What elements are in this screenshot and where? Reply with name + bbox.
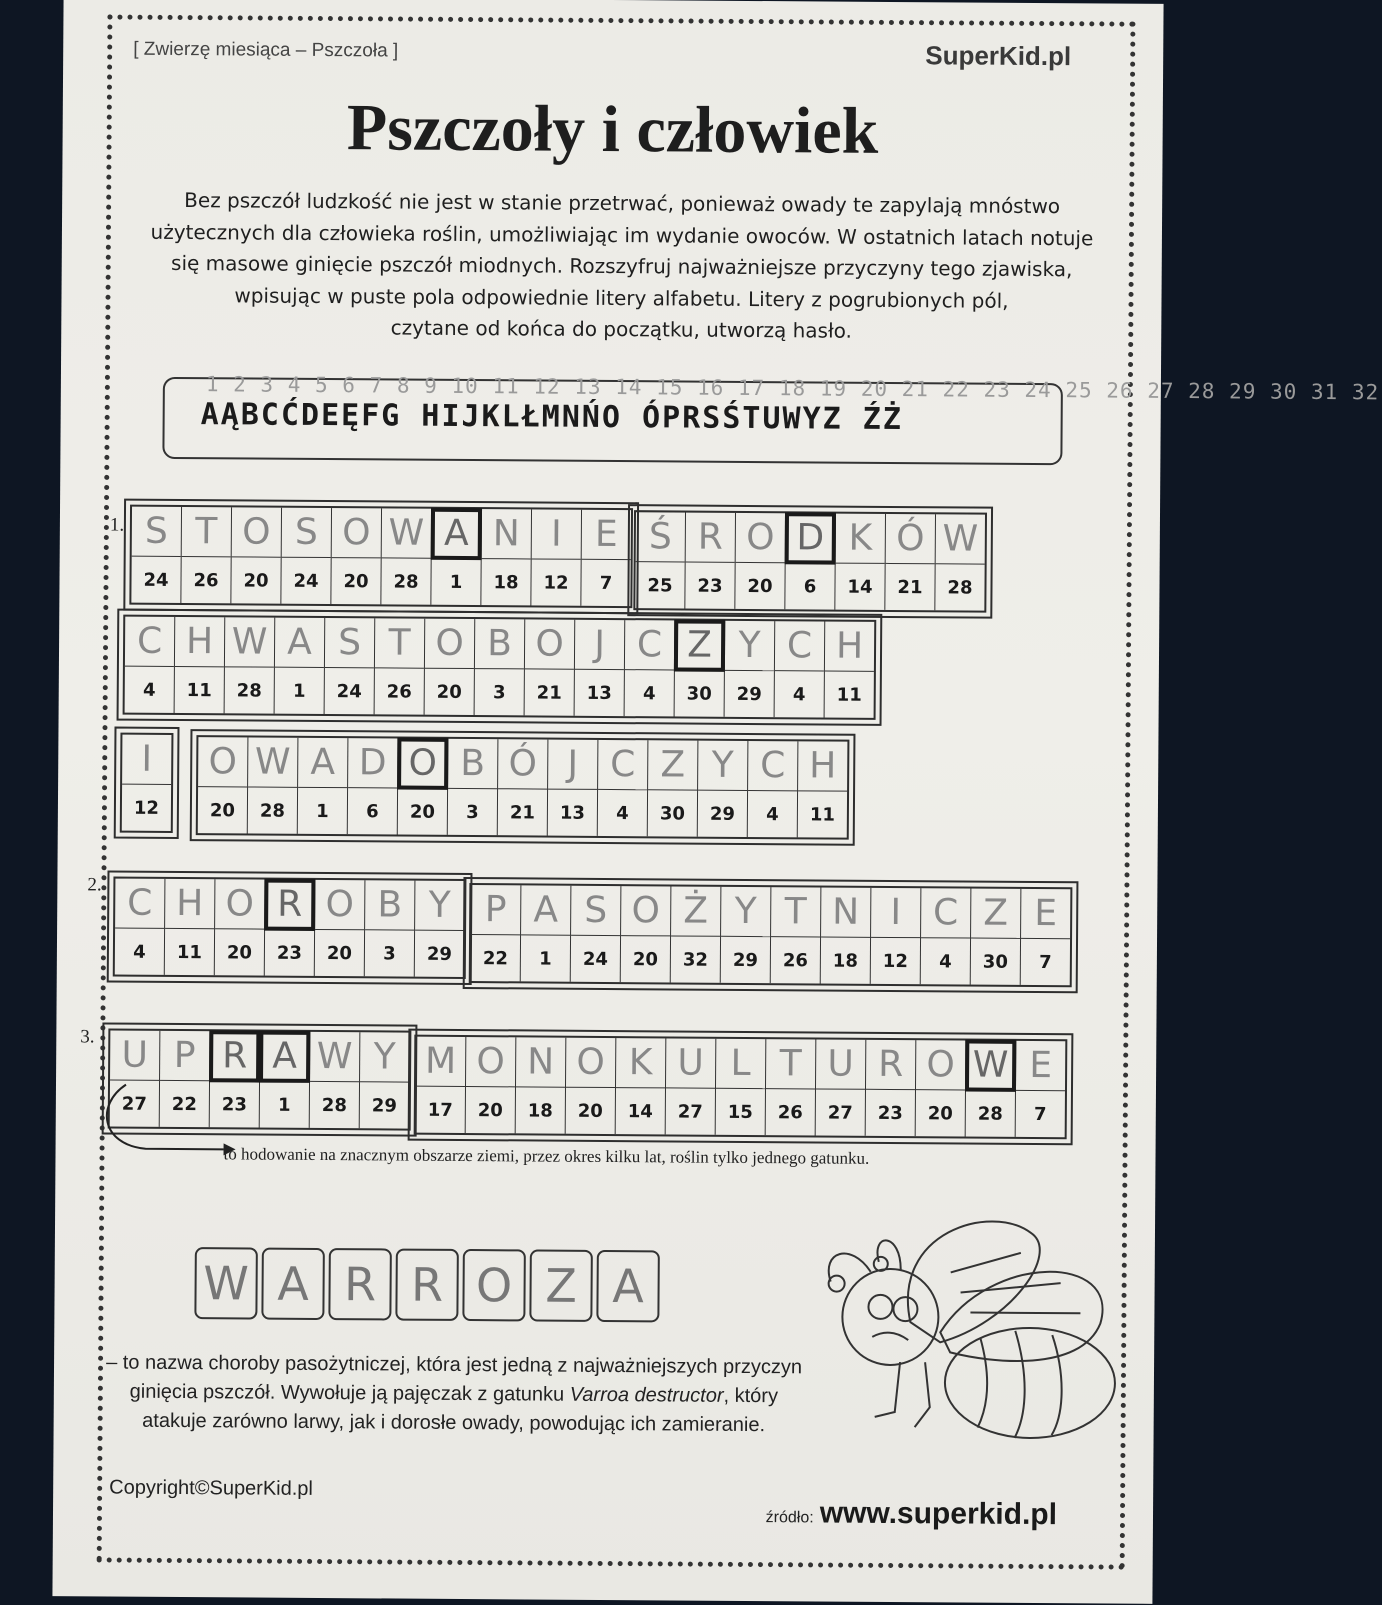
intro-line: użytecznych dla człowieka roślin, umożliwiając im wydanie owoców. W ostatnich latach notuje <box>150 219 1094 250</box>
letter-field[interactable]: H <box>175 617 224 667</box>
letter-code: 17 <box>427 1099 453 1121</box>
letter-code: 23 <box>221 1093 247 1115</box>
word-grid <box>196 735 850 840</box>
desc-line: – to nazwa choroby pasożytniczej, która jest jedną z najważniejszych przyczyn <box>106 1351 803 1379</box>
grid-cell <box>325 618 376 714</box>
letter-field[interactable]: L <box>716 1039 765 1089</box>
letter-field[interactable]: O <box>621 886 670 936</box>
letter-code: 30 <box>982 951 1008 973</box>
answer-letter-box[interactable]: R <box>395 1249 459 1321</box>
letter-code: 20 <box>343 570 369 592</box>
grid-cell <box>698 741 749 837</box>
letter-code: 4 <box>142 679 156 701</box>
letter-code: 18 <box>527 1099 553 1122</box>
varroa-description <box>94 1348 815 1440</box>
letter-field[interactable]: W <box>936 514 985 564</box>
grid-cell <box>916 1040 967 1136</box>
letter-code: 26 <box>193 569 219 591</box>
answer-letter-box[interactable]: O <box>462 1249 526 1321</box>
letter-code: 7 <box>599 572 613 594</box>
letter-code: 27 <box>827 1102 853 1124</box>
letter-code: 14 <box>847 576 873 598</box>
source-label: źródło: <box>765 1509 814 1527</box>
intro-line: wpisując w puste pola odpowiednie litery alfabetu. Litery z pogrubionych pól, <box>234 282 1009 313</box>
word-grid <box>113 877 467 979</box>
letter-field[interactable]: I <box>532 509 581 559</box>
grid-cell <box>548 740 599 836</box>
letter-code: 18 <box>493 571 519 593</box>
letter-code: 20 <box>747 575 773 597</box>
grid-cell <box>625 620 676 716</box>
letter-field[interactable]: C <box>921 888 970 938</box>
grid-cell <box>525 619 576 715</box>
letter-code: 21 <box>509 801 536 823</box>
alphabet-handwritten-numbers: 1 2 3 4 5 6 7 8 9 10 11 12 13 14 15 16 17 18 19 20 21 22 23 24 25 26 27 28 29 30 31 32 <box>205 372 1380 405</box>
section-number: 2. <box>87 874 102 896</box>
letter-code: 24 <box>582 948 608 970</box>
letter-field[interactable]: O <box>332 508 381 558</box>
letter-code: 7 <box>1039 951 1052 973</box>
letter-code: 28 <box>947 576 973 599</box>
letter-code: 6 <box>803 575 817 597</box>
grid-cell <box>571 886 622 982</box>
letter-field[interactable]: E <box>1016 1041 1065 1091</box>
letter-code: 24 <box>293 570 319 592</box>
letter-field[interactable]: T <box>771 887 820 937</box>
section-number: 1. <box>109 514 125 536</box>
letter-field[interactable]: Z <box>648 740 697 790</box>
letter-code: 20 <box>927 1102 953 1124</box>
letter-field[interactable]: R <box>686 513 735 563</box>
letter-field[interactable]: U <box>666 1038 715 1088</box>
letter-field[interactable]: Y <box>721 887 770 937</box>
grid-cell <box>175 617 226 713</box>
letter-field[interactable]: K <box>836 514 885 564</box>
copyright: Copyright©SuperKid.pl <box>109 1476 313 1500</box>
grid-cell <box>581 510 631 606</box>
letter-code: 4 <box>766 803 779 825</box>
answer-letter-box[interactable]: A <box>261 1248 325 1320</box>
letter-field[interactable]: N <box>821 887 870 937</box>
grid-cell <box>416 1037 467 1133</box>
letter-code: 21 <box>897 576 923 598</box>
letter-code: 3 <box>466 801 479 823</box>
letter-code: 3 <box>492 681 506 703</box>
grid-cell <box>331 508 382 604</box>
letter-code: 1 <box>292 680 306 702</box>
grid-cell <box>231 507 282 603</box>
intro-line: się masowe ginięcie pszczół miodnych. Rozszyfruj najważniejsze przyczyny tego zjawiska, <box>170 250 1073 282</box>
letter-code: 22 <box>171 1093 197 1115</box>
word-grid <box>129 505 633 609</box>
worksheet-page <box>52 0 1380 1604</box>
letter-code: 12 <box>543 572 569 594</box>
letter-field[interactable]: O <box>215 879 264 929</box>
grid-cell <box>475 619 526 715</box>
letter-code: 28 <box>393 570 419 593</box>
grid-cell <box>225 617 276 713</box>
intro-line: czytane od końca do początku, utworzą hasło. <box>390 315 853 343</box>
grid-cell <box>725 621 776 717</box>
letter-field[interactable]: C <box>775 621 824 671</box>
section-number: 3. <box>80 1026 95 1048</box>
bold-letter-field[interactable]: A <box>260 1032 309 1082</box>
desc-text: ginięcia pszczół. Wywołuje ją pajęczak z gatunku <box>129 1380 570 1406</box>
grid-cell <box>375 618 426 714</box>
answer-letter-box[interactable]: Z <box>529 1249 593 1321</box>
grid-cell <box>471 885 522 981</box>
monoculture-definition: to hodowanie na znacznym obszarze ziemi, przez okres kilku lat, roślin tylko jednego gatunku. <box>223 1144 870 1168</box>
letter-field[interactable]: Z <box>971 889 1020 939</box>
bold-letter-field[interactable]: W <box>966 1041 1015 1091</box>
intro-paragraph <box>121 185 1122 349</box>
grid-cell <box>466 1037 517 1133</box>
word-grid <box>414 1035 1068 1140</box>
grid-cell <box>825 622 875 718</box>
grid-cell <box>481 509 532 605</box>
grid-cell <box>260 1032 311 1128</box>
letter-field[interactable]: A <box>275 618 324 668</box>
letter-field[interactable]: C <box>115 879 164 929</box>
grid-cell <box>966 1041 1017 1137</box>
grid-cell <box>275 618 326 714</box>
grid-cell <box>310 1032 361 1128</box>
answer-letter-box[interactable]: W <box>194 1247 258 1319</box>
letter-field[interactable]: O <box>198 737 247 787</box>
intro-line: Bez pszczół ludzkość nie jest w stanie przetrwać, ponieważ owady te zapylają mnóstwo <box>184 188 1061 219</box>
letter-code: 24 <box>336 680 362 702</box>
letter-field[interactable]: J <box>548 740 597 790</box>
source-credit <box>766 1496 1058 1532</box>
letter-field[interactable]: U <box>110 1031 159 1081</box>
letter-field[interactable]: N <box>482 509 531 559</box>
grid-cell <box>215 879 266 975</box>
letter-field[interactable]: K <box>616 1038 665 1088</box>
letter-code: 11 <box>176 941 203 963</box>
letter-field[interactable]: W <box>310 1032 359 1082</box>
letter-code: 7 <box>1033 1103 1047 1125</box>
letter-code: 4 <box>133 941 146 963</box>
bold-letter-field[interactable]: A <box>432 509 481 559</box>
letter-code: 4 <box>939 950 952 972</box>
letter-code: 26 <box>777 1101 803 1123</box>
alphabet-letters: AĄBCĆDEĘFG HIJKLŁMNŃO ÓPRSŚTUWYZ ŹŻ <box>200 397 903 438</box>
grid-cell <box>766 1039 817 1135</box>
grid-cell <box>1021 889 1071 985</box>
grid-cell <box>775 621 826 717</box>
word-grid <box>469 883 1073 987</box>
bold-letter-field[interactable]: R <box>265 880 314 930</box>
letter-code: 20 <box>209 799 236 821</box>
letter-code: 23 <box>877 1102 903 1124</box>
grid-cell <box>431 509 482 605</box>
grid-cell <box>621 886 672 982</box>
grid-cell <box>348 738 399 834</box>
grid-cell <box>521 885 572 981</box>
desc-line: atakuje zarówno larwy, jak i dorosłe owady, powodując ich zamieranie. <box>142 1409 766 1437</box>
letter-code: 29 <box>736 683 762 705</box>
desc-text: , który <box>723 1384 779 1408</box>
grid-cell <box>871 888 922 984</box>
letter-code: 25 <box>647 574 673 596</box>
letter-field[interactable]: P <box>160 1031 209 1081</box>
letter-field[interactable]: C <box>125 617 174 667</box>
grid-cell <box>1016 1041 1066 1137</box>
grid-cell <box>131 507 182 603</box>
letter-field[interactable]: N <box>516 1037 565 1087</box>
letter-code: 23 <box>276 942 303 964</box>
letter-code: 18 <box>832 950 858 972</box>
letter-code: 4 <box>642 682 656 704</box>
letter-code: 30 <box>659 802 686 825</box>
letter-code: 22 <box>482 947 508 969</box>
grid-cell <box>971 889 1022 985</box>
letter-code: 29 <box>371 1094 397 1117</box>
grid-cell <box>666 1038 717 1134</box>
source-url[interactable]: www.superkid.pl <box>819 1496 1058 1532</box>
letter-code: 1 <box>316 800 329 822</box>
letter-field[interactable]: T <box>766 1039 815 1089</box>
letter-code: 20 <box>436 681 462 703</box>
letter-code: 11 <box>836 684 862 706</box>
arrow-icon <box>96 1074 237 1155</box>
letter-field[interactable]: A <box>521 885 570 935</box>
letter-field[interactable]: T <box>182 507 231 557</box>
bee-illustration <box>789 1211 1111 1483</box>
letter-field[interactable]: Y <box>360 1032 409 1082</box>
letter-field[interactable]: O <box>525 619 574 669</box>
grid-cell <box>281 508 332 604</box>
letter-code: 29 <box>709 803 736 825</box>
grid-cell <box>685 513 736 609</box>
letter-field[interactable]: S <box>571 886 620 936</box>
letter-field[interactable]: T <box>375 618 424 668</box>
letter-code: 13 <box>559 802 586 824</box>
letter-field[interactable]: O <box>916 1040 965 1090</box>
grid-cell <box>198 737 249 833</box>
letter-code: 1 <box>449 571 463 593</box>
grid-cell <box>398 739 449 835</box>
letter-field[interactable]: C <box>598 740 647 790</box>
answer-letter-box[interactable]: R <box>328 1248 392 1320</box>
letter-field[interactable]: O <box>736 513 785 563</box>
letter-code: 6 <box>366 800 379 822</box>
letter-field[interactable]: B <box>365 880 414 930</box>
letter-code: 20 <box>577 1100 603 1122</box>
letter-code: 24 <box>143 569 169 591</box>
letter-field[interactable]: H <box>798 741 847 791</box>
letter-code: 20 <box>409 801 436 823</box>
grid-cell <box>531 509 582 605</box>
grid-cell <box>671 886 722 982</box>
grid-cell <box>265 880 316 976</box>
letter-field[interactable]: S <box>325 618 374 668</box>
letter-code: 1 <box>539 948 552 970</box>
letter-field[interactable]: H <box>165 879 214 929</box>
letter-code: 23 <box>697 575 723 597</box>
letter-code: 20 <box>226 941 253 964</box>
grid-cell <box>360 1032 410 1128</box>
letter-field[interactable]: I <box>122 735 171 785</box>
grid-cell <box>122 735 172 831</box>
letter-code: 27 <box>677 1100 703 1123</box>
grid-cell <box>866 1040 917 1136</box>
bold-letter-field[interactable]: Z <box>675 620 724 670</box>
bold-letter-field[interactable]: O <box>398 739 447 789</box>
letter-code: 12 <box>133 797 160 819</box>
tagline: [ Zwierzę miesiąca – Pszczoła ] <box>133 38 399 62</box>
grid-cell <box>298 738 349 834</box>
grid-cell <box>448 739 499 835</box>
letter-code: 21 <box>536 682 562 704</box>
letter-code: 13 <box>586 682 612 704</box>
grid-cell <box>575 620 626 716</box>
answer-boxes <box>194 1247 659 1322</box>
letter-code: 29 <box>426 943 453 965</box>
grid-cell <box>181 507 232 603</box>
grid-cell <box>716 1039 767 1135</box>
letter-field[interactable]: M <box>416 1037 465 1087</box>
letter-field[interactable]: P <box>471 885 520 935</box>
answer-letter-box[interactable]: A <box>596 1250 660 1322</box>
letter-field[interactable]: E <box>582 510 631 560</box>
letter-field[interactable]: S <box>282 508 331 558</box>
letter-code: 26 <box>386 680 412 703</box>
letter-field[interactable]: E <box>1021 889 1070 939</box>
letter-code: 1 <box>278 1094 291 1116</box>
letter-code: 3 <box>383 942 396 965</box>
letter-code: 28 <box>236 679 262 702</box>
grid-cell <box>816 1039 867 1135</box>
letter-field[interactable]: Ś <box>636 512 685 562</box>
grid-cell <box>616 1038 667 1134</box>
brand-logo-text: SuperKid.pl <box>925 40 1072 72</box>
letter-field[interactable]: W <box>225 617 274 667</box>
letter-field[interactable]: R <box>866 1040 915 1090</box>
letter-code: 12 <box>882 950 908 972</box>
species-name: Varroa destructor <box>569 1383 724 1407</box>
grid-cell <box>675 620 726 716</box>
letter-field[interactable]: O <box>232 507 281 557</box>
grid-cell <box>566 1038 617 1134</box>
letter-code: 15 <box>727 1101 753 1123</box>
letter-code: 11 <box>809 803 836 826</box>
letter-field[interactable]: A <box>298 738 347 788</box>
letter-field[interactable]: Ż <box>671 886 720 936</box>
word-grid <box>633 510 987 612</box>
grid-cell <box>821 887 872 983</box>
grid-cell <box>598 740 649 836</box>
grid-cell <box>735 513 786 609</box>
letter-field[interactable]: O <box>466 1037 515 1087</box>
grid-cell <box>921 888 972 984</box>
grid-cell <box>365 880 416 976</box>
letter-field[interactable]: Y <box>698 741 747 791</box>
grid-cell <box>381 508 432 604</box>
grid-cell <box>785 513 836 609</box>
letter-code: 27 <box>121 1093 147 1115</box>
letter-code: 30 <box>686 683 712 705</box>
grid-cell <box>771 887 822 983</box>
grid-cell <box>835 514 886 610</box>
grid-cell <box>935 514 985 610</box>
letter-code: 32 <box>682 949 708 971</box>
word-grid <box>120 733 174 833</box>
grid-cell <box>798 741 848 837</box>
letter-field[interactable]: H <box>825 622 874 672</box>
grid-cell <box>425 619 476 715</box>
letter-field[interactable]: O <box>425 619 474 669</box>
letter-field[interactable]: J <box>575 620 624 670</box>
grid-cell <box>248 737 299 833</box>
grid-cell <box>125 617 176 713</box>
letter-field[interactable]: Ó <box>498 739 547 789</box>
grid-cell <box>516 1037 567 1133</box>
letter-code: 29 <box>732 949 758 971</box>
letter-field[interactable]: Ó <box>886 514 935 564</box>
letter-field[interactable]: S <box>132 507 181 557</box>
grid-cell <box>415 881 465 977</box>
word-grid <box>123 615 877 720</box>
letter-code: 28 <box>977 1103 1003 1125</box>
letter-field[interactable]: I <box>871 888 920 938</box>
letter-code: 4 <box>616 802 629 824</box>
letter-field[interactable]: D <box>348 738 397 788</box>
letter-field[interactable]: Y <box>725 621 774 671</box>
grid-cell <box>885 514 936 610</box>
letter-field[interactable]: O <box>566 1038 615 1088</box>
grid-cell <box>635 512 686 608</box>
grid-cell <box>648 740 699 836</box>
letter-code: 28 <box>321 1094 347 1116</box>
letter-code: 20 <box>632 948 658 970</box>
grid-cell <box>315 880 366 976</box>
letter-field[interactable]: Y <box>415 881 464 931</box>
grid-cell <box>748 741 799 837</box>
page-title: Pszczoły i człowiek <box>346 91 879 168</box>
bold-letter-field[interactable]: D <box>786 513 835 563</box>
letter-field[interactable]: B <box>448 739 497 789</box>
grid-cell <box>721 887 772 983</box>
letter-field[interactable]: U <box>816 1039 865 1089</box>
grid-cell <box>165 879 216 975</box>
letter-field[interactable]: B <box>475 619 524 669</box>
letter-field[interactable]: O <box>315 880 364 930</box>
letter-field[interactable]: C <box>625 620 674 670</box>
letter-field[interactable]: W <box>382 508 431 558</box>
letter-code: 26 <box>782 949 808 971</box>
letter-field[interactable]: W <box>248 737 297 787</box>
letter-field[interactable]: C <box>748 741 797 791</box>
letter-code: 11 <box>186 679 212 701</box>
letter-code: 4 <box>792 683 806 705</box>
letter-code: 20 <box>326 942 353 964</box>
grid-cell <box>115 879 166 975</box>
bold-letter-field[interactable]: R <box>210 1031 259 1081</box>
letter-code: 20 <box>243 569 269 592</box>
letter-code: 20 <box>477 1099 503 1121</box>
letter-code: 14 <box>627 1100 653 1122</box>
letter-code: 28 <box>259 800 286 822</box>
grid-cell <box>498 739 549 835</box>
